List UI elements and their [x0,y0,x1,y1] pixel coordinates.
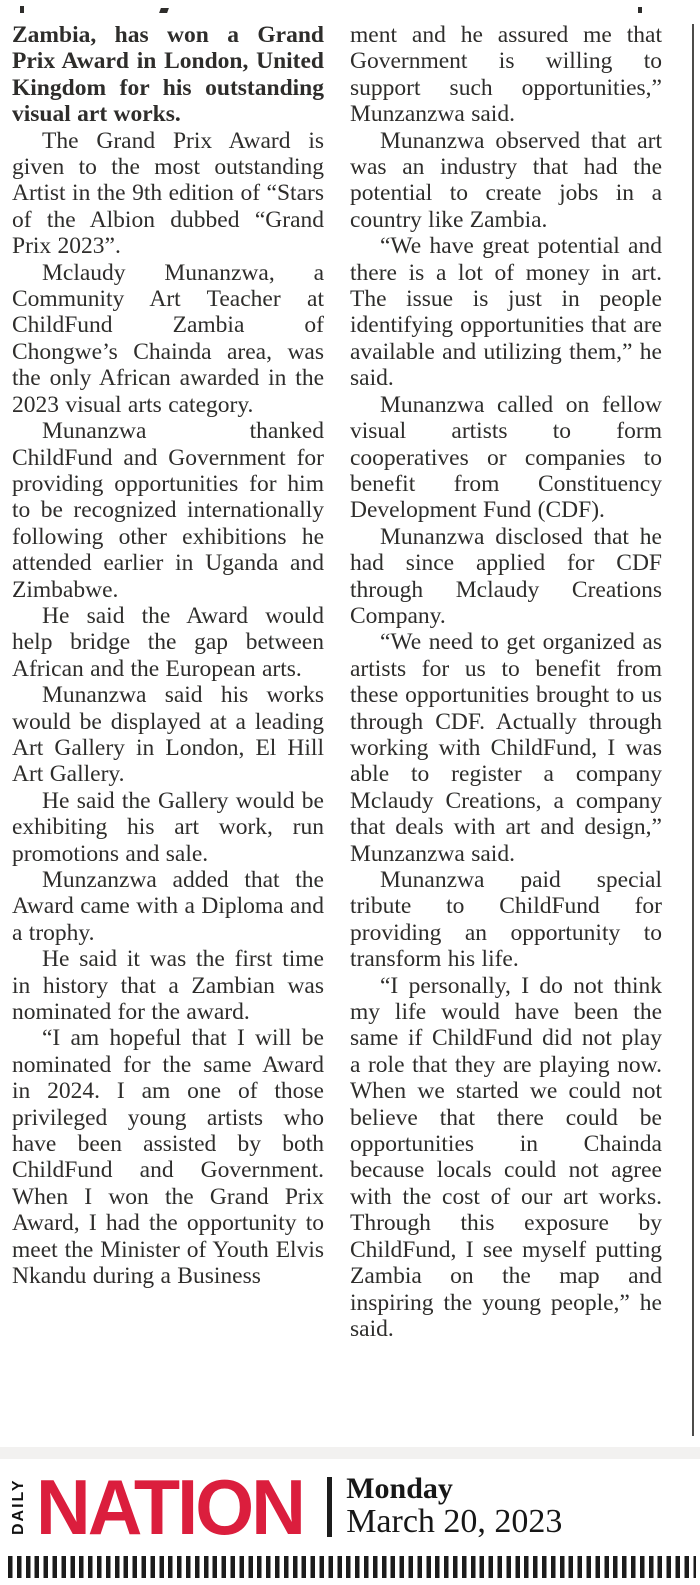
article-paragraph: Munanzwa observed that art was an industry that had the potential to create jobs in a country like Zambia. [350,127,662,233]
article-paragraph: “We need to get organized as artists for us to benefit from these opportunities brought to us through CDF. Actually through working with ChildFund, I was able to register a company Mclaudy Creations, a company that deals with art and design,” Munzanzwa said. [350,629,662,867]
article-paragraph: He said it was the first time in history that a Zambian was nominated for the award. [12,946,324,1026]
article-paragraph: Zambia, has won a Grand Prix Award in London, United Kingdom for his outstanding visual art works. [12,22,324,128]
article-paragraph: Munanzwa disclosed that he had since applied for CDF through Mclaudy Creations Company. [350,523,662,629]
masthead-nation-logo: NATION [36,1463,303,1551]
article-paragraph: Munanzwa paid special tribute to ChildFund for providing an opportunity to transform his life. [350,867,662,973]
article-column-right [350,22,662,1432]
masthead-divider [327,1477,332,1537]
article-paragraph: “We have great potential and there is a lot of money in art. The issue is just in people identifying opportunities that are available and utilizing them,” he said. [350,233,662,392]
barcode [8,1556,696,1578]
article-body [12,22,662,1432]
article-paragraph: The Grand Prix Award is given to the most outstanding Artist in the 9th edition of “Stars of the Albion dubbed “Grand Prix 2023”. [12,127,324,260]
masthead-day: Monday [346,1472,453,1505]
article-column-left [12,22,324,1432]
article-paragraph: Munanzwa thanked ChildFund and Government for providing opportunities for him to be recognized internationally following other exhibitions he attended earlier in Uganda and Zimbabwe. [12,418,324,603]
article-paragraph: He said the Award would help bridge the gap between African and the European arts. [12,602,324,682]
article-paragraph: “I personally, I do not think my life would have been the same if ChildFund did not play a role that they are playing now. When we started we could not believe that there could be opportunities in Chainda because locals could not agree with the cost of our art works. Through this exposure by ChildFund, I see myself putting Zambia on the map and inspiring the young people,” he said. [350,972,662,1342]
article-paragraph: Munzanzwa added that the Award came with a Diploma and a trophy. [12,867,324,946]
column-rule [692,24,694,1436]
masthead-footer [0,1459,700,1555]
article-paragraph: He said the Gallery would be exhibiting his art work, run promotions and sale. [12,787,324,867]
separator-band [0,1447,700,1459]
masthead-date-block [346,1474,562,1540]
cropped-text-fragment [638,7,642,13]
masthead-daily-label: DAILY [10,1478,27,1536]
article-paragraph: Munanzwa said his works would be displayed at a leading Art Gallery in London, El Hill Art Gallery. [12,682,324,788]
cropped-text-fragment [159,8,169,13]
cropped-text-fragment [20,6,24,13]
article-paragraph: “I am hopeful that I will be nominated for the same Award in 2024. I am one of those privileged young artists who have been assisted by both ChildFund and Government. When I won the Grand Prix Award, I had the opportunity to meet the Minister of Youth Elvis Nkandu during a Business [12,1025,324,1290]
masthead-date: March 20, 2023 [346,1503,563,1540]
article-paragraph: ment and he assured me that Government is willing to support such opportunities,” Munzanzwa said. [350,22,662,128]
article-paragraph: Munanzwa called on fellow visual artists to form cooperatives or companies to benefit from Constituency Development Fund (CDF). [350,391,662,524]
article-paragraph: Mclaudy Munanzwa, a Community Art Teacher at ChildFund Zambia of Chongwe’s Chainda area, was the only African awarded in the 2023 visual arts category. [12,259,324,418]
